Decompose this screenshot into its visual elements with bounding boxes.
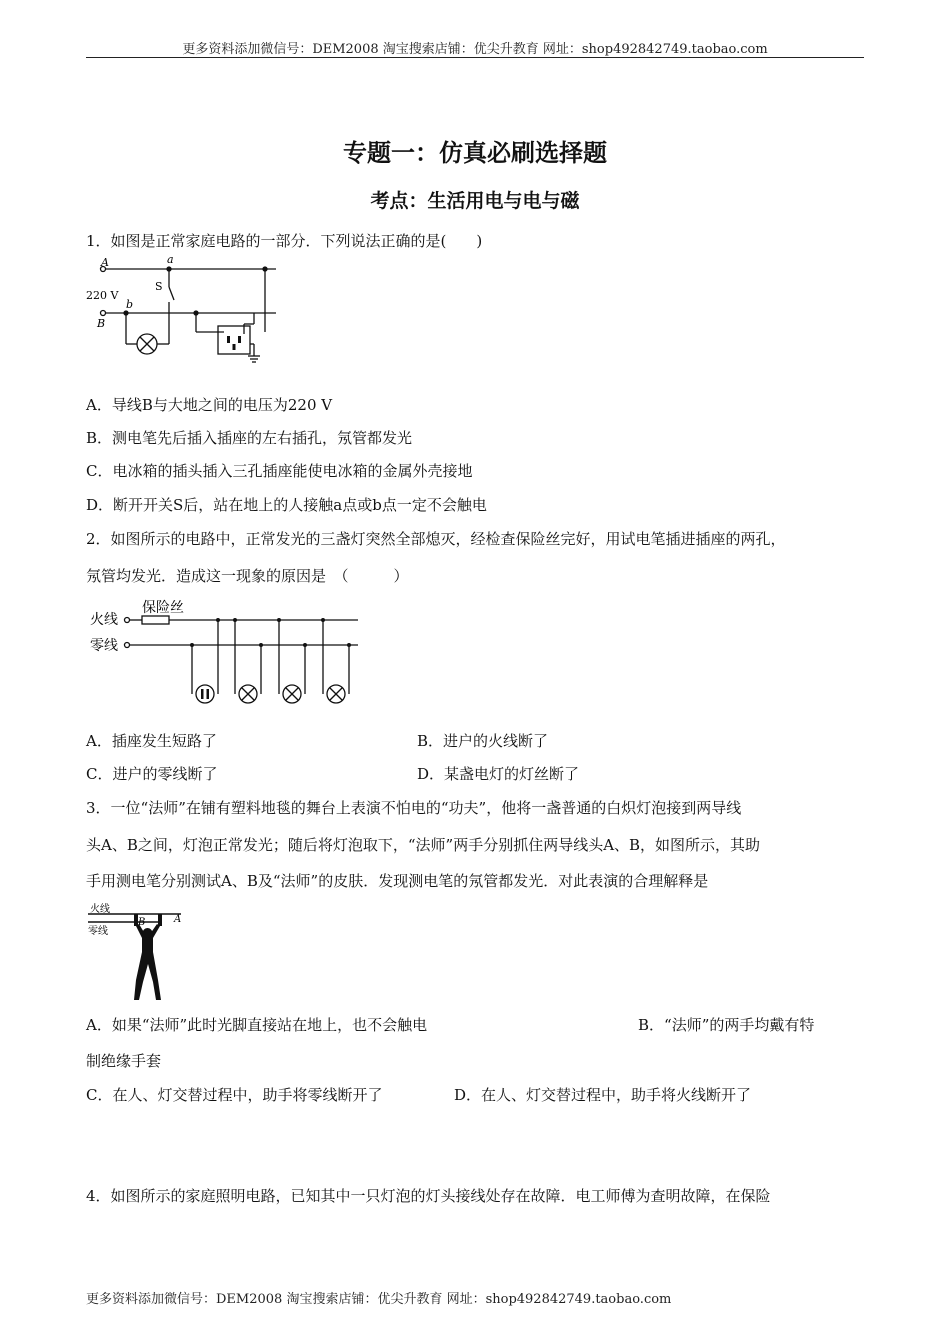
q1-label-S: S bbox=[155, 280, 163, 293]
q3-option-c: C．在人、灯交替过程中，助手将零线断开了 bbox=[86, 1086, 383, 1104]
q1-circuit-diagram bbox=[86, 252, 286, 367]
q2-option-a: A．插座发生短路了 bbox=[86, 732, 217, 750]
q3-label-B: B bbox=[138, 917, 146, 928]
q1-label-A: A bbox=[101, 256, 109, 269]
q1-option-d: D．断开开关S后，站在地上的人接触a点或b点一定不会触电 bbox=[86, 496, 487, 514]
q1-label-b: b bbox=[126, 298, 134, 311]
q2-option-c: C．进户的零线断了 bbox=[86, 765, 218, 783]
section-subtitle: 考点：生活用电与电与磁 bbox=[370, 190, 580, 212]
page-footer: 更多资料添加微信号：DEM2008 淘宝搜索店铺：优尖升教育 网址：shop492842749.taobao.com bbox=[86, 1292, 672, 1307]
q1-option-b: B．测电笔先后插入插座的左右插孔，氖管都发光 bbox=[86, 429, 413, 447]
q2-stem-line2: 氖管均发光．造成这一现象的原因是 （ ） bbox=[86, 567, 409, 585]
q2-label-neutral: 零线 bbox=[90, 638, 118, 654]
q3-stem-line2: 头A、B之间，灯泡正常发光；随后将灯泡取下，“法师”两手分别抓住两导线头A、B，如图所示，其助 bbox=[86, 836, 761, 854]
q3-stem-line1: 3．一位“法师”在铺有塑料地毯的舞台上表演不怕电的“功夫”，他将一盏普通的白炽灯泡接到两导线 bbox=[86, 799, 742, 817]
q1-option-a: A．导线B与大地之间的电压为220 V bbox=[86, 396, 333, 414]
q2-label-fuse: 保险丝 bbox=[142, 600, 184, 616]
q3-label-A: A bbox=[174, 914, 182, 925]
header-divider bbox=[86, 57, 864, 58]
q1-label-a: a bbox=[167, 253, 174, 266]
q1-option-c: C．电冰箱的插头插入三孔插座能使电冰箱的金属外壳接地 bbox=[86, 462, 473, 480]
q3-performer-figure bbox=[86, 900, 196, 1002]
q2-option-b: B．进户的火线断了 bbox=[417, 732, 549, 750]
q2-label-live: 火线 bbox=[90, 612, 118, 628]
q1-stem: 1．如图是正常家庭电路的一部分．下列说法正确的是( ) bbox=[86, 232, 483, 250]
q4-stem: 4．如图所示的家庭照明电路，已知其中一只灯泡的灯头接线处存在故障．电工师傅为查明故障，在保险 bbox=[86, 1187, 771, 1205]
q3-label-neutral: 零线 bbox=[88, 926, 108, 937]
page-title: 专题一：仿真必刷选择题 bbox=[343, 139, 607, 167]
q1-label-B: B bbox=[97, 317, 106, 330]
q3-option-b: B．“法师”的两手均戴有特 bbox=[638, 1016, 815, 1034]
q1-label-voltage: 220 V bbox=[86, 289, 119, 302]
q3-stem-line3: 手用测电笔分别测试A、B及“法师”的皮肤．发现测电笔的氖管都发光．对此表演的合理解释是 bbox=[86, 872, 709, 890]
q2-circuit-diagram bbox=[86, 596, 366, 710]
q2-option-d: D．某盏电灯的灯丝断了 bbox=[417, 765, 580, 783]
q3-option-b-continued: 制绝缘手套 bbox=[86, 1052, 162, 1070]
page-header: 更多资料添加微信号：DEM2008 淘宝搜索店铺：优尖升教育 网址：shop492842749.taobao.com bbox=[182, 42, 768, 57]
q2-stem-line1: 2．如图所示的电路中，正常发光的三盏灯突然全部熄灭，经检查保险丝完好，用试电笔插进插座的两孔， bbox=[86, 530, 786, 548]
q3-option-a: A．如果“法师”此时光脚直接站在地上，也不会触电 bbox=[86, 1016, 428, 1034]
q3-label-live: 火线 bbox=[90, 904, 110, 915]
q3-option-d: D．在人、灯交替过程中，助手将火线断开了 bbox=[454, 1086, 752, 1104]
